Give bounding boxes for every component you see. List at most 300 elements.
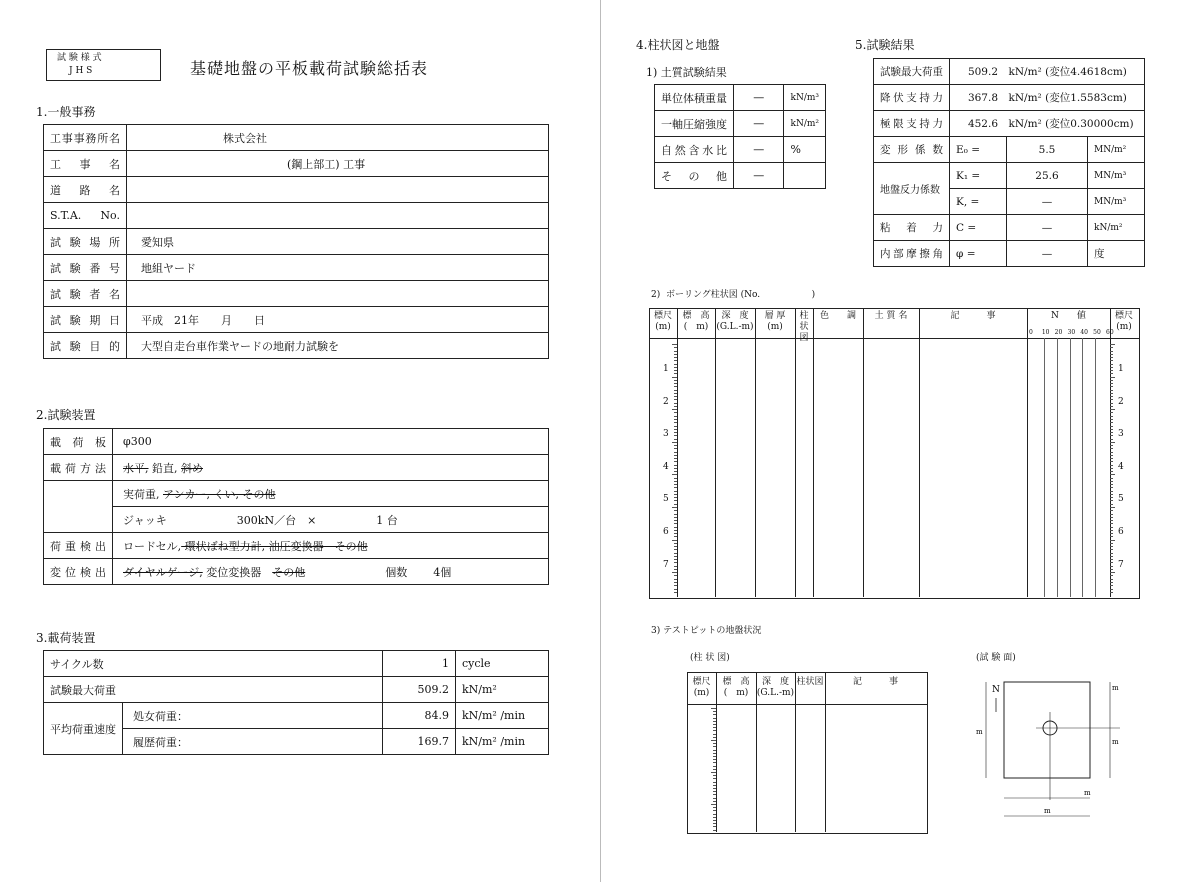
scale-minor-tick: [1110, 592, 1113, 593]
result-label-1: 降伏支持力: [874, 85, 950, 111]
dim-label-bottom-1: m: [1084, 789, 1091, 797]
scale-minor-tick: [1110, 494, 1113, 495]
value-deform: 5.5: [1007, 137, 1088, 163]
scale-minor-tick: [1110, 546, 1113, 547]
n-value-grid: [1082, 338, 1083, 597]
pit-column-subheading: (柱 状 図): [690, 653, 730, 663]
value-sta: [127, 203, 549, 229]
scale-minor-tick: [674, 370, 677, 371]
sym-k1: K₁ =: [950, 163, 1007, 189]
scale-minor-tick: [674, 543, 677, 544]
scale-minor-tick: [1110, 377, 1115, 378]
value-test-date: 平成 21年 月 日: [127, 307, 549, 333]
scale-minor-tick: [674, 484, 677, 485]
pit-scale-tick: [711, 708, 716, 709]
document-title: 基礎地盤の平板載荷試験総括表: [190, 59, 429, 78]
pit-scale-tick: [713, 753, 716, 754]
pit-scale-tick: [713, 791, 716, 792]
section-4-heading: 4.柱状図と地盤: [636, 38, 720, 52]
page-divider: [600, 0, 601, 882]
dim-label-bottom-2: m: [1044, 807, 1051, 815]
scale-minor-tick: [674, 383, 677, 384]
pit-scale-tick: [713, 737, 716, 738]
scale-minor-tick: [1110, 396, 1113, 397]
scale-minor-tick: [674, 364, 677, 365]
value-test-purpose: 大型自走台車作業ヤードの地耐力試験を: [127, 333, 549, 359]
scale-minor-tick: [674, 419, 677, 420]
label-disp-detect: 変位検出: [44, 559, 113, 585]
scale-minor-tick: [1110, 507, 1115, 508]
unit-history-load: kN/m² /min: [456, 729, 549, 755]
jack-count: 1 台: [376, 513, 398, 527]
unit-deform: MN/m²: [1088, 137, 1145, 163]
n-value-tick: 50: [1093, 329, 1101, 336]
value-virgin-load: 84.9: [383, 703, 456, 729]
n-value-tick: 40: [1080, 329, 1088, 336]
scale-minor-tick: [1110, 354, 1113, 355]
pit-scale-tick: [713, 778, 716, 779]
value-office: 株式会社: [127, 125, 549, 151]
scale-minor-tick: [674, 517, 677, 518]
depth-tick-label: 3: [1118, 429, 1124, 440]
method-vertical: 鉛直,: [148, 461, 181, 475]
disp-count-value: 4個: [433, 565, 452, 579]
result-row-2: [950, 111, 1145, 137]
n-value-grid: [1057, 338, 1058, 597]
disp-transducer: 変位変換器: [202, 565, 273, 579]
scale-minor-tick: [1110, 452, 1113, 453]
depth-tick-label: 7: [1118, 559, 1124, 570]
scale-minor-tick: [1110, 448, 1113, 449]
scale-minor-tick: [674, 494, 677, 495]
value-road-name: [127, 177, 549, 203]
depth-tick-label: 2: [663, 396, 669, 407]
pit-scale-tick: [713, 801, 716, 802]
value-k2: —: [1007, 189, 1088, 215]
label-plate: 載荷板: [44, 429, 113, 455]
pit-scale-tick: [713, 714, 716, 715]
soil-value-0: —: [734, 85, 784, 111]
scale-minor-tick: [1110, 533, 1113, 534]
sym-cohesion: C =: [950, 215, 1007, 241]
scale-minor-tick: [1110, 468, 1113, 469]
scale-minor-tick: [674, 549, 677, 550]
method-oblique: 斜め: [181, 461, 203, 475]
value-work-name: (鋼上部工) 工事: [127, 151, 549, 177]
load-cell: ロードセル,: [123, 539, 182, 553]
soil-label-0: 単位体積重量: [655, 85, 734, 111]
loading-device-table: [43, 650, 549, 755]
n-value-grid: [1044, 338, 1045, 597]
scale-minor-tick: [1110, 491, 1113, 492]
scale-minor-tick: [1110, 360, 1113, 361]
soil-test-heading: 1) 土質試験結果: [646, 66, 727, 79]
scale-minor-tick: [674, 478, 677, 479]
scale-minor-tick: [674, 575, 677, 576]
pit-scale-tick: [713, 817, 716, 818]
scale-minor-tick: [1110, 435, 1113, 436]
result-unit-1: kN/m²: [1008, 92, 1042, 104]
scale-minor-tick: [1110, 406, 1113, 407]
reaction-anchor: アンカー, くい, その他: [163, 487, 276, 501]
boring-col-header: 層 厚 (m): [764, 311, 786, 332]
scale-minor-tick: [1110, 575, 1113, 576]
label-work-name: 工事名: [44, 151, 127, 177]
pit-scale-tick: [713, 743, 716, 744]
result-note-2: (変位0.30000cm): [1045, 118, 1134, 130]
value-jack: [113, 507, 549, 533]
scale-minor-tick: [672, 540, 677, 541]
scale-minor-tick: [674, 491, 677, 492]
scale-minor-tick: [1110, 569, 1113, 570]
result-value-1: 367.8: [967, 92, 998, 104]
scale-minor-tick: [674, 354, 677, 355]
test-equipment-table: [43, 428, 549, 585]
form-stamp-line1: 試 験 様 式: [57, 53, 102, 63]
pit-scale-tick: [713, 746, 716, 747]
scale-minor-tick: [1110, 344, 1115, 345]
boring-col-line: [813, 308, 814, 597]
scale-minor-tick: [674, 455, 677, 456]
scale-minor-tick: [1110, 484, 1113, 485]
scale-minor-tick: [1110, 455, 1113, 456]
scale-minor-tick: [672, 474, 677, 475]
soil-unit-2: %: [784, 137, 826, 163]
label-test-date: 試験期日: [44, 307, 127, 333]
unit-cycles: cycle: [456, 651, 549, 677]
soil-unit-3: [784, 163, 826, 189]
depth-tick-label: 1: [1118, 364, 1124, 374]
pit-scale-tick: [713, 788, 716, 789]
scale-minor-tick: [1110, 471, 1113, 472]
result-row-1: [950, 85, 1145, 111]
scale-minor-tick: [674, 380, 677, 381]
scale-minor-tick: [1110, 403, 1113, 404]
pit-scale-tick: [713, 756, 716, 757]
boring-col-line: [715, 308, 716, 597]
section-2-heading: 2.試験装置: [36, 408, 96, 422]
scale-minor-tick: [1110, 543, 1113, 544]
scale-minor-tick: [1110, 536, 1113, 537]
pit-scale-tick: [711, 804, 716, 805]
scale-minor-tick: [674, 514, 677, 515]
scale-minor-tick: [674, 429, 677, 430]
pit-scale-tick: [713, 810, 716, 811]
jack-label: ジャッキ: [123, 513, 167, 527]
scale-minor-tick: [674, 399, 677, 400]
jack-capacity: 300kN／台 ×: [236, 513, 317, 527]
scale-minor-tick: [1110, 445, 1113, 446]
pit-scale-tick: [713, 762, 716, 763]
n-value-grid: [1095, 338, 1096, 597]
scale-minor-tick: [1110, 540, 1115, 541]
section-1-heading: 1.一般事務: [36, 105, 96, 119]
boring-col-line: [755, 308, 756, 597]
scale-minor-tick: [1110, 419, 1113, 420]
value-plate: φ300: [113, 429, 549, 455]
boring-col-header: N 値: [1051, 311, 1086, 321]
scale-minor-tick: [674, 390, 677, 391]
scale-minor-tick: [674, 562, 677, 563]
label-history-load: 履歴荷重：: [123, 729, 383, 755]
label-max-load: 試験最大荷重: [44, 677, 383, 703]
pit-scale-tick: [713, 807, 716, 808]
scale-minor-tick: [674, 426, 677, 427]
scale-minor-tick: [1110, 582, 1113, 583]
section-3-heading: 3.載荷装置: [36, 631, 96, 645]
scale-minor-tick: [1110, 357, 1113, 358]
unit-k2: MN/m³: [1088, 189, 1145, 215]
boring-col-line: [1027, 308, 1028, 597]
result-row-0: [950, 59, 1145, 85]
pit-surface-subheading: (試 験 面): [976, 653, 1016, 663]
scale-minor-tick: [674, 357, 677, 358]
unit-k1: MN/m³: [1088, 163, 1145, 189]
sym-k2: K, =: [950, 189, 1007, 215]
pit-scale-tick: [713, 775, 716, 776]
unit-cohesion: kN/m²: [1088, 215, 1145, 241]
soil-unit-1: kN/m²: [784, 111, 826, 137]
depth-tick-label: 1: [663, 364, 669, 374]
scale-minor-tick: [674, 432, 677, 433]
pit-scale-tick: [713, 734, 716, 735]
scale-minor-tick: [674, 360, 677, 361]
scale-minor-tick: [1110, 367, 1113, 368]
load-others: 環状ばね型力計, 油圧変換器 その他: [181, 539, 368, 553]
north-label: N: [992, 685, 1000, 695]
label-test-site: 試験場所: [44, 229, 127, 255]
scale-minor-tick: [674, 468, 677, 469]
scale-minor-tick: [674, 386, 677, 387]
pit-header-divider: [687, 704, 927, 705]
scale-minor-tick: [674, 589, 677, 590]
scale-minor-tick: [674, 471, 677, 472]
scale-minor-tick: [674, 546, 677, 547]
method-horizontal: 水平,: [123, 461, 149, 475]
scale-minor-tick: [674, 559, 677, 560]
scale-minor-tick: [1110, 514, 1113, 515]
n-value-grid: [1070, 338, 1071, 597]
n-value-tick: 10: [1041, 329, 1050, 336]
scale-minor-tick: [1110, 549, 1113, 550]
scale-minor-tick: [674, 445, 677, 446]
scale-minor-tick: [674, 579, 677, 580]
pit-scale-tick: [713, 823, 716, 824]
scale-minor-tick: [1110, 364, 1113, 365]
scale-minor-tick: [1110, 393, 1113, 394]
label-cohesion: 粘着力: [874, 215, 950, 241]
depth-tick-label: 5: [1118, 494, 1124, 505]
unit-max-load: kN/m²: [456, 677, 549, 703]
boring-col-header: 標尺 (m): [1114, 311, 1133, 332]
scale-minor-tick: [674, 585, 677, 586]
scale-minor-tick: [674, 403, 677, 404]
scale-minor-tick: [674, 412, 677, 413]
pit-scale-tick: [713, 759, 716, 760]
value-history-load: 169.7: [383, 729, 456, 755]
boring-log-heading: 2) ボーリング柱状図 (No. ): [651, 290, 816, 300]
scale-minor-tick: [1110, 487, 1113, 488]
soil-unit-0: kN/m³: [784, 85, 826, 111]
scale-minor-tick: [674, 347, 677, 348]
scale-minor-tick: [672, 409, 677, 410]
pit-col-header: 標 高 ( m): [722, 677, 750, 698]
label-sta: S.T.A. No.: [44, 203, 127, 229]
scale-minor-tick: [674, 523, 677, 524]
scale-minor-tick: [674, 533, 677, 534]
pit-scale-tick: [713, 830, 716, 831]
scale-minor-tick: [1110, 504, 1113, 505]
disp-count-label: 個数: [385, 565, 408, 579]
scale-minor-tick: [1110, 562, 1113, 563]
scale-minor-tick: [674, 569, 677, 570]
form-stamp-line2: J H S: [69, 66, 93, 76]
scale-minor-tick: [1110, 523, 1113, 524]
depth-tick-label: 3: [663, 429, 669, 440]
value-disp-detect: [113, 559, 549, 585]
scale-minor-tick: [674, 556, 677, 557]
scale-minor-tick: [1110, 439, 1113, 440]
pit-scale-tick: [713, 782, 716, 783]
scale-minor-tick: [1110, 426, 1113, 427]
value-test-number: 地組ヤード: [127, 255, 549, 281]
label-deform: 変形係数: [874, 137, 950, 163]
disp-dial: ダイヤルゲージ,: [123, 565, 203, 579]
scale-minor-tick: [674, 461, 677, 462]
label-reaction-blank: [44, 481, 113, 533]
boring-col-line: [677, 308, 678, 597]
boring-col-header: 標 高 ( m): [682, 311, 710, 332]
scale-minor-tick: [1110, 553, 1113, 554]
general-info-table: [43, 124, 549, 359]
scale-minor-tick: [1110, 530, 1113, 531]
scale-minor-tick: [1110, 474, 1115, 475]
pit-scale-tick: [713, 724, 716, 725]
pit-scale-tick: [713, 730, 716, 731]
disp-other: その他: [272, 565, 306, 579]
pit-scale-tick: [713, 769, 716, 770]
scale-minor-tick: [1110, 347, 1113, 348]
soil-value-2: —: [734, 137, 784, 163]
pit-scale-tick: [713, 798, 716, 799]
scale-minor-tick: [674, 406, 677, 407]
sym-friction: φ =: [950, 241, 1007, 267]
pit-col-header: 柱状図: [796, 677, 824, 687]
result-value-2: 452.6: [967, 118, 998, 130]
scale-minor-tick: [1110, 380, 1113, 381]
label-virgin-load: 処女荷重：: [123, 703, 383, 729]
boring-header-divider: [649, 338, 1139, 339]
label-avg-rate: 平均荷重速度: [44, 703, 123, 755]
soil-value-1: —: [734, 111, 784, 137]
soil-test-table: [654, 84, 826, 189]
boring-col-header: 色 調: [819, 311, 856, 321]
value-test-site: 愛知県: [127, 229, 549, 255]
scale-minor-tick: [674, 367, 677, 368]
scale-minor-tick: [1110, 520, 1113, 521]
n-value-tick: 0: [1029, 329, 1033, 336]
depth-tick-label: 6: [663, 527, 669, 537]
scale-minor-tick: [1110, 386, 1113, 387]
value-cycles: 1: [383, 651, 456, 677]
dim-label-right-2: m: [1112, 738, 1119, 746]
label-cycles: サイクル数: [44, 651, 383, 677]
scale-minor-tick: [674, 465, 677, 466]
scale-minor-tick: [674, 510, 677, 511]
pit-scale-tick: [713, 721, 716, 722]
scale-minor-tick: [674, 497, 677, 498]
pit-col-line: [795, 672, 796, 832]
dim-label-left: m: [976, 728, 983, 736]
label-office: 工事事務所名: [44, 125, 127, 151]
test-pit-heading: 3) テストピットの地盤状況: [651, 626, 762, 636]
scale-minor-tick: [1110, 429, 1113, 430]
pit-scale-tick: [711, 740, 716, 741]
scale-minor-tick: [674, 396, 677, 397]
scale-minor-tick: [1110, 383, 1113, 384]
scale-minor-tick: [1110, 461, 1113, 462]
scale-minor-tick: [1110, 559, 1113, 560]
scale-minor-tick: [674, 553, 677, 554]
scale-minor-tick: [1110, 458, 1113, 459]
scale-minor-tick: [674, 481, 677, 482]
scale-minor-tick: [1110, 497, 1113, 498]
scale-minor-tick: [1110, 412, 1113, 413]
label-tester: 試験者名: [44, 281, 127, 307]
depth-tick-label: 4: [663, 461, 669, 472]
scale-minor-tick: [674, 520, 677, 521]
pit-scale-tick: [713, 826, 716, 827]
scale-minor-tick: [674, 393, 677, 394]
scale-minor-tick: [674, 487, 677, 488]
scale-minor-tick: [674, 452, 677, 453]
value-k1: 25.6: [1007, 163, 1088, 189]
pit-scale-tick: [713, 794, 716, 795]
scale-minor-tick: [672, 377, 677, 378]
boring-col-line: [795, 308, 796, 597]
scale-minor-tick: [674, 530, 677, 531]
scale-minor-tick: [1110, 422, 1113, 423]
scale-minor-tick: [674, 566, 677, 567]
n-value-tick: 20: [1054, 329, 1063, 336]
scale-minor-tick: [1110, 432, 1113, 433]
n-value-tick: 60: [1106, 329, 1114, 336]
test-result-table: [873, 58, 1145, 267]
scale-minor-tick: [674, 527, 677, 528]
scale-minor-tick: [1110, 442, 1115, 443]
pit-scale-tick: [713, 785, 716, 786]
depth-tick-label: 4: [1118, 461, 1124, 472]
label-road-name: 道路名: [44, 177, 127, 203]
scale-minor-tick: [1110, 585, 1113, 586]
pit-col-header: 深 度 (G.L.-m): [756, 677, 795, 698]
label-reaction: 地盤反力係数: [874, 163, 950, 215]
result-label-0: 試験最大荷重: [874, 59, 950, 85]
pit-scale-tick: [713, 718, 716, 719]
label-test-purpose: 試験目的: [44, 333, 127, 359]
scale-minor-tick: [674, 500, 677, 501]
label-load-detect: 荷重検出: [44, 533, 113, 559]
test-surface-diagram: [970, 670, 1120, 830]
boring-col-header: 記 事: [950, 311, 996, 321]
scale-minor-tick: [674, 448, 677, 449]
scale-minor-tick: [1110, 373, 1113, 374]
value-max-load: 509.2: [383, 677, 456, 703]
scale-minor-tick: [1110, 566, 1113, 567]
soil-value-3: —: [734, 163, 784, 189]
boring-col-line: [863, 308, 864, 597]
scale-minor-tick: [1110, 517, 1113, 518]
